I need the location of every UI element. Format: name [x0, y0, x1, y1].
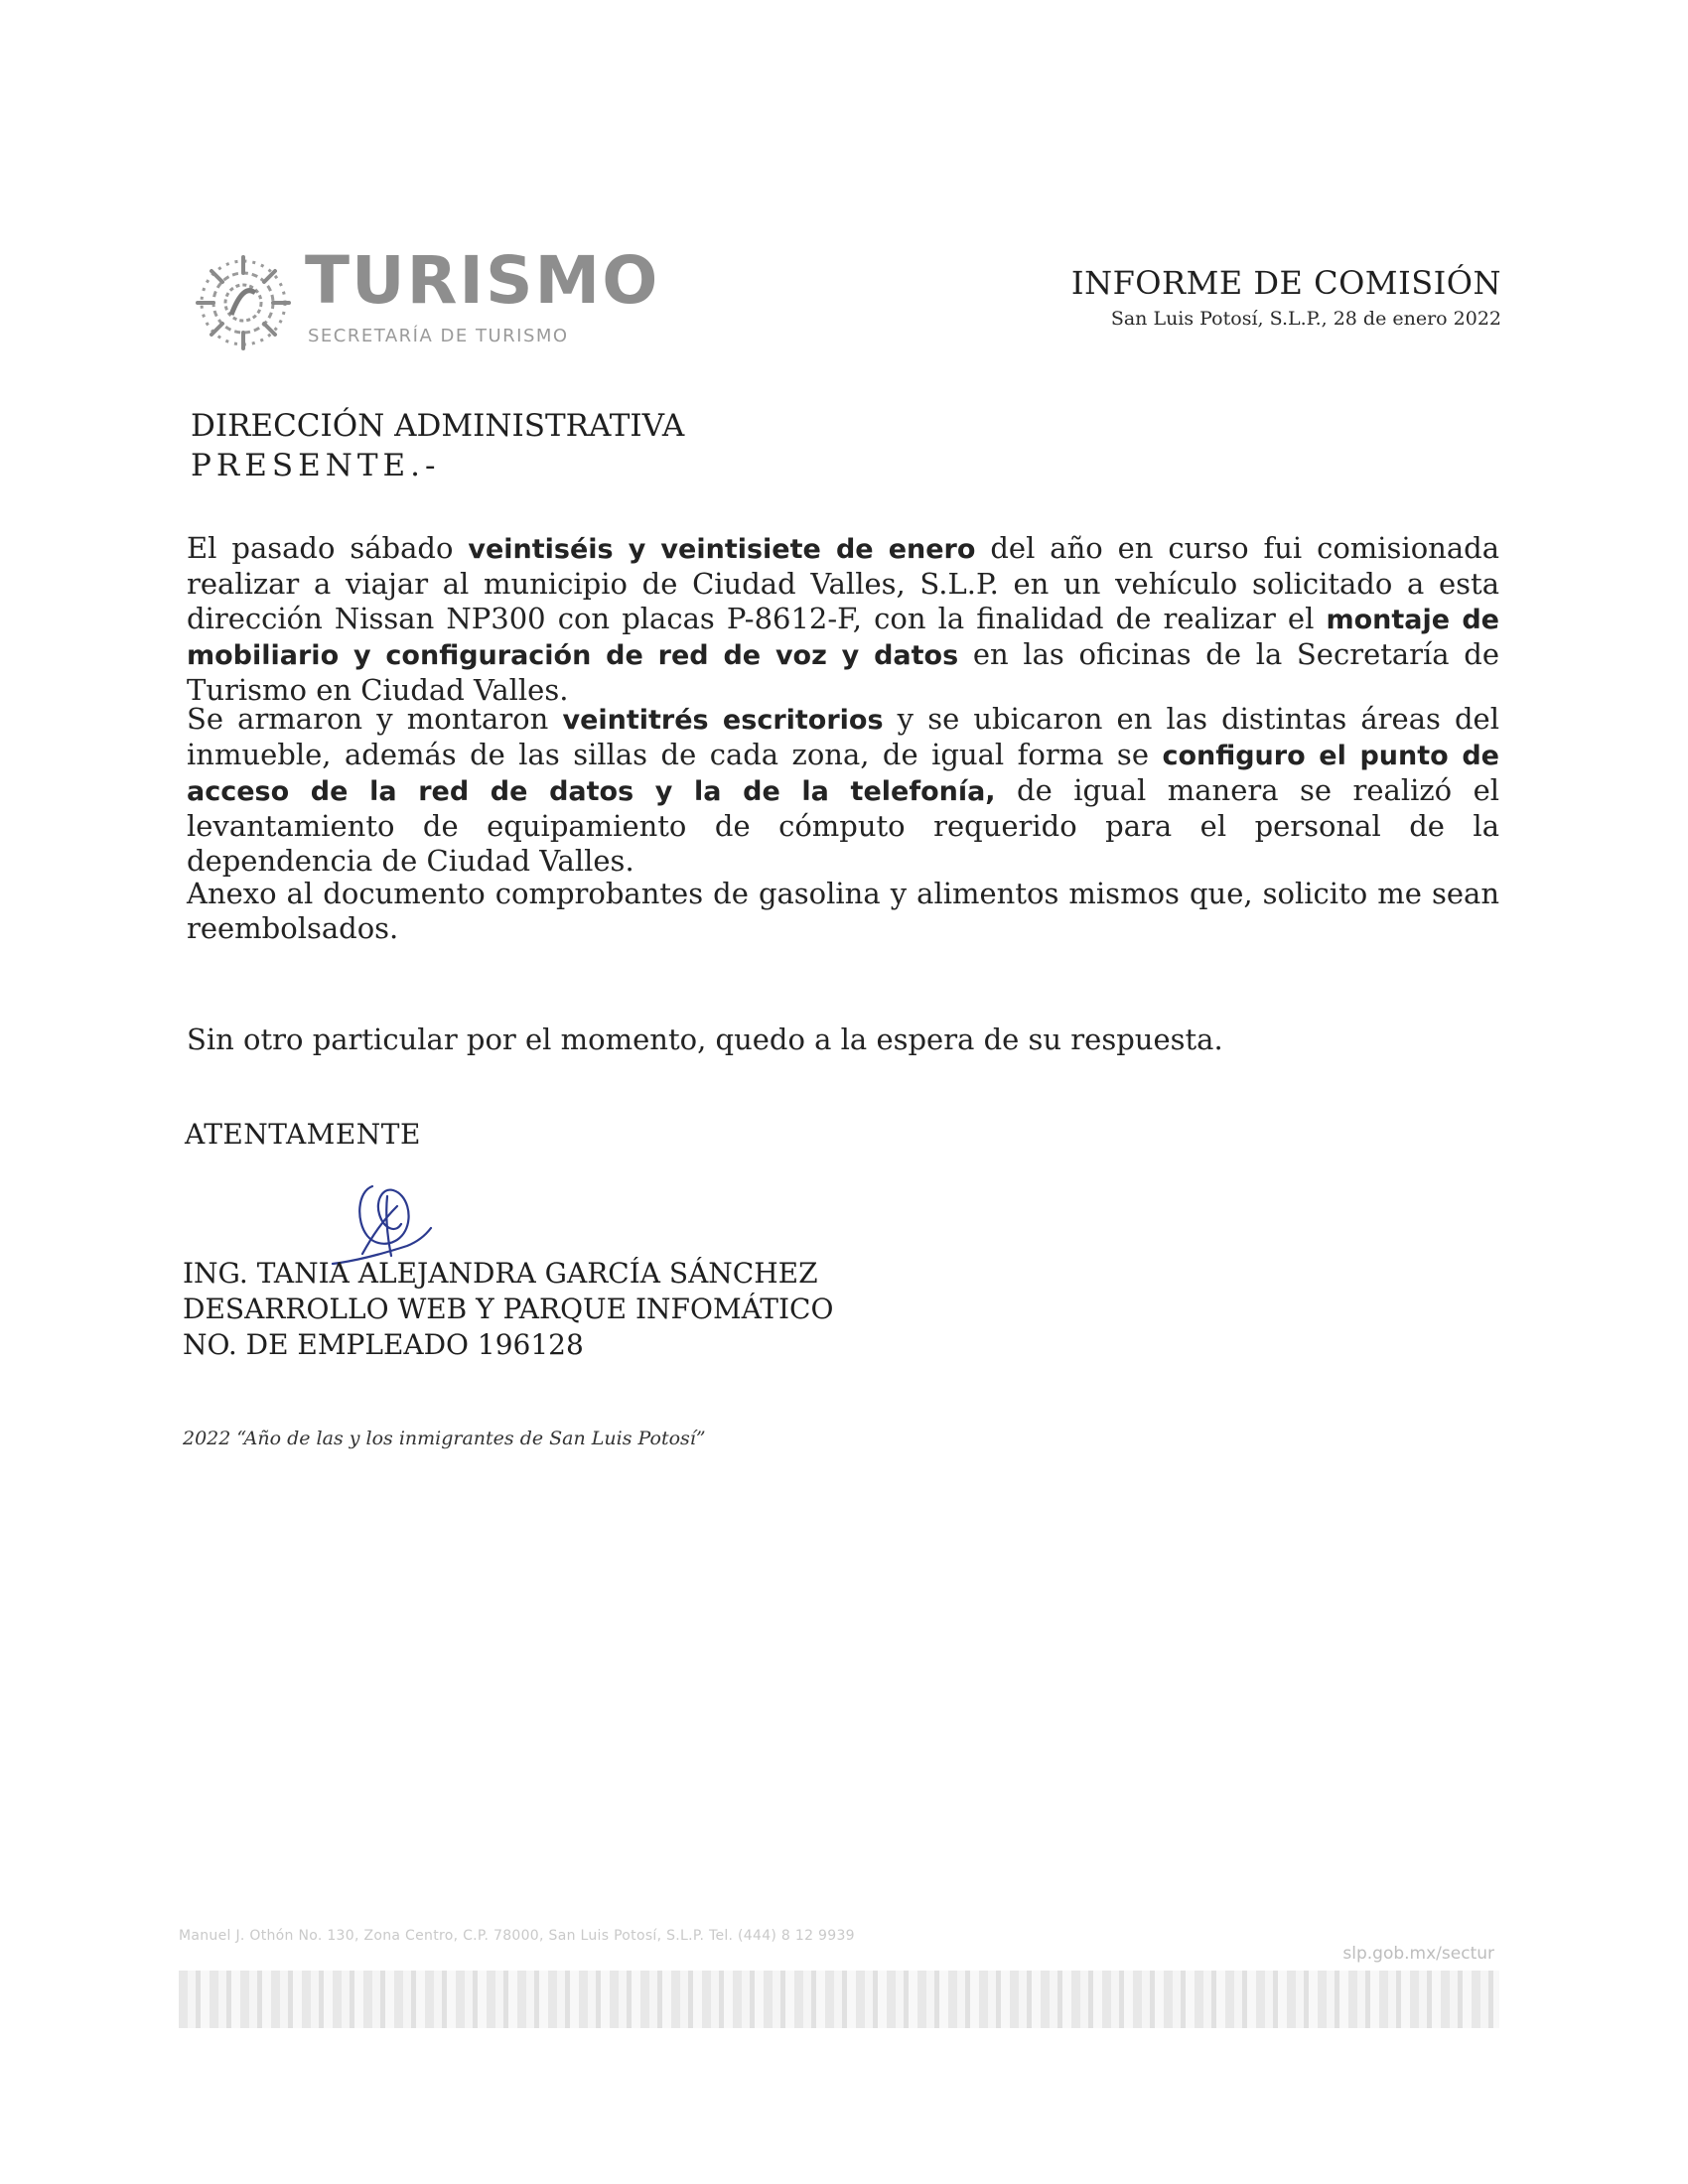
- paragraph-emphasis: montaje de mobiliario y configuración de red de voz y datos: [187, 605, 1499, 671]
- body-paragraph-2: [187, 702, 1499, 879]
- paragraph-text: de igual manera se realizó el levantamiento de equipamiento de cómputo requerido para el personal de la dependencia de Ciudad Valles.: [187, 773, 1499, 878]
- signer-block: [183, 1256, 833, 1363]
- logo-subtitle: SECRETARÍA DE TURISMO: [308, 326, 569, 346]
- signer-name: ING. TANIA ALEJANDRA GARCÍA SÁNCHEZ: [183, 1257, 818, 1290]
- footer-url: slp.gob.mx/sectur: [1342, 1944, 1494, 1964]
- signer-position: DESARROLLO WEB Y PARQUE INFOMÁTICO: [183, 1293, 834, 1325]
- paragraph-emphasis: configuro el punto de acceso de la red de datos y la de la telefonía,: [187, 741, 1499, 807]
- body-paragraph-4: Sin otro particular por el momento, quedo a la espera de su respuesta.: [187, 1023, 1223, 1056]
- paragraph-emphasis: veintiséis y veintisiete de enero: [468, 534, 976, 565]
- addressee-salutation: PRESENTE.-: [191, 447, 441, 483]
- logo-wordmark: TURISMO: [305, 242, 660, 319]
- paragraph-text: en las oficinas de la Secretaría de Turismo en Ciudad Valles.: [187, 637, 1499, 707]
- body-paragraph-1: [187, 531, 1499, 708]
- year-motto: 2022 “Año de las y los inmigrantes de San Luis Potosí”: [183, 1428, 706, 1449]
- document-title: INFORME DE COMISIÓN: [1070, 264, 1501, 302]
- paragraph-text: del año en curso fui comisionada realizar a viajar al municipio de Ciudad Valles, S.L.P. en un vehículo solicitado a esta dirección Nissan NP300 con placas P-8612-F, con la finalidad de realizar el: [187, 531, 1499, 635]
- addressee-block: [191, 407, 684, 485]
- paragraph-text: Se armaron y montaron: [187, 702, 563, 736]
- closing-text: ATENTAMENTE: [185, 1118, 421, 1151]
- addressee-department: DIRECCIÓN ADMINISTRATIVA: [191, 408, 685, 444]
- paragraph-emphasis: veintitrés escritorios: [562, 705, 884, 736]
- paragraph-text: El pasado sábado: [187, 531, 469, 565]
- footer-address: Manuel J. Othón No. 130, Zona Centro, C.P. 78000, San Luis Potosí, S.L.P. Tel. (444) 8 12 9939: [179, 1928, 855, 1944]
- turismo-emblem-icon: [194, 253, 293, 352]
- signer-employee-number: NO. DE EMPLEADO 196128: [183, 1328, 584, 1361]
- turismo-logo: [194, 242, 660, 357]
- document-header: [1071, 264, 1501, 330]
- body-paragraph-3: Anexo al documento comprobantes de gasolina y alimentos mismos que, solicito me sean reembolsados.: [187, 877, 1499, 945]
- paragraph-text: y se ubicaron en las distintas áreas del inmueble, además de las sillas de cada zona, de igual forma se: [187, 702, 1499, 771]
- document-place-date: San Luis Potosí, S.L.P., 28 de enero 2022: [1110, 308, 1501, 330]
- footer-decorative-band: [179, 1971, 1499, 2028]
